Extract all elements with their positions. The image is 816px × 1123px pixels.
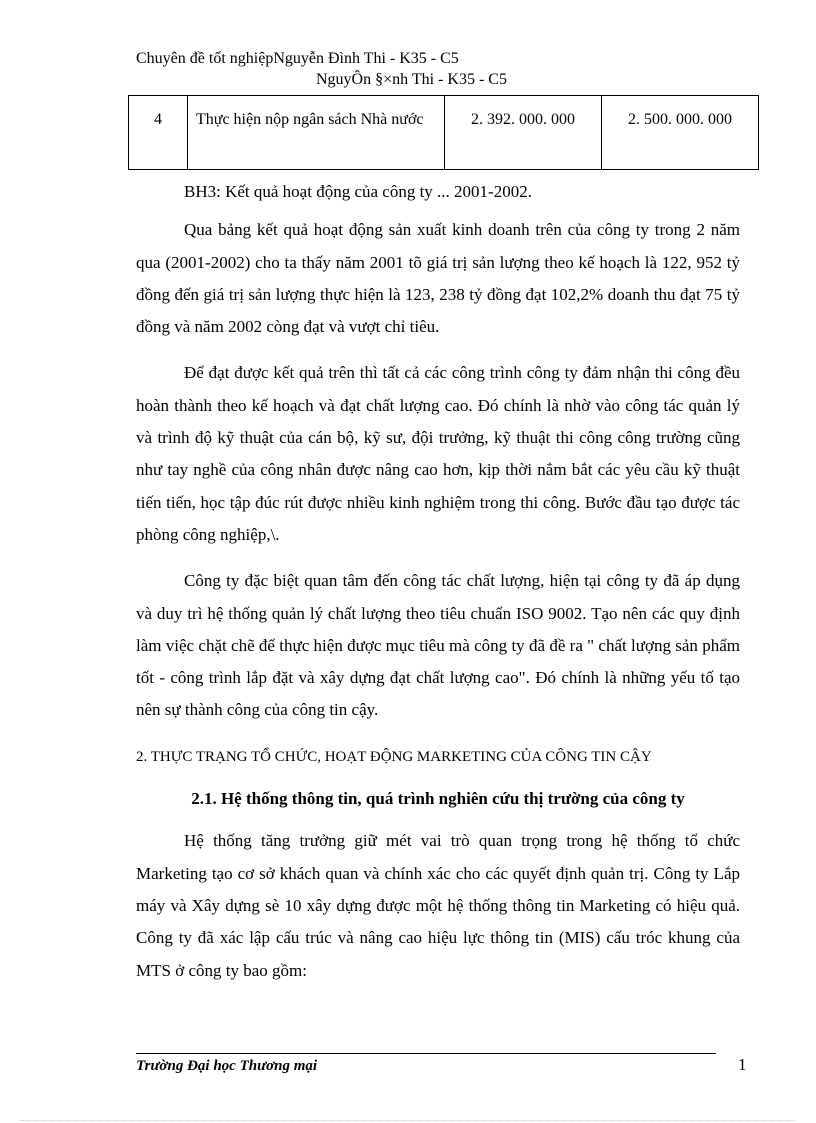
page-number: 1 [738,1055,747,1074]
row-number-cell: 4 [129,96,188,170]
paragraph-1: Qua bảng kết quả hoạt động sản xuất kinh doanh trên của công ty trong 2 năm qua (2001-2002) cho ta thấy năm 2001 tõ giá trị sản lượng theo kế hoạch là 122, 952 tỷ đồng đến giá trị sản lượng thực hiện là 123, 238 tỷ đồng đạt 102,2% doanh thu đạt 75 tỷ đồng và năm 2002 còng đạt và vượt chỉ tiêu. [136,220,740,337]
row-item-cell: Thực hiện nộp ngân sách Nhà nước [188,96,445,170]
document-body [136,176,740,1001]
results-table [128,95,759,170]
header-line-2: NguyÔn §×nh Thi - K35 - C5 [316,71,507,88]
footer-school: Trường Đại học Thương mại [136,1058,318,1074]
header-line-1: Chuyên đề tốt nghiệpNguyễn Đình Thi - K35 - C5 [136,50,459,67]
paragraph-4: Hệ thống tăng trưởng giữ mét vai trò quan trọng trong hệ thống tổ chức Marketing tạo cơ sở khách quan và chính xác cho các quyết định quản trị. Công ty Lắp máy và Xây dựng sè 10 xây dựng được một hệ thống thông tin Marketing có hiệu quả. Công ty đã xác lập cấu trúc và nâng cao hiệu lực thông tin (MIS) cấu tróc khung của MTS ở công ty bao gồm: [136,831,740,980]
row-actual-cell: 2. 500. 000. 000 [602,96,759,170]
footer-divider [136,1053,716,1054]
row-plan-cell: 2. 392. 000. 000 [445,96,602,170]
subsection-title: 2.1. Hệ thống thông tin, quá trình nghiên cứu thị trường của công ty [191,789,685,809]
table-caption: BH3: Kết quả hoạt động của công ty ... 2001-2002. [184,182,532,201]
page-header [136,48,507,90]
section-title: 2. THỰC TRẠNG TỔ CHỨC, HOẠT ĐỘNG MARKETING CỦA CÔNG TIN CẬY [136,748,652,765]
paragraph-2: Để đạt được kết quả trên thì tất cả các công trình công ty đảm nhận thi công đều hoàn thành theo kế hoạch và đạt chất lượng cao. Đó chính là nhờ vào công tác quản lý và trình độ kỹ thuật của cán bộ, kỹ sư, đội trưởng, kỹ thuật thi công công trường cũng như tay nghề của công nhân được nâng cao hơn, kịp thời nắm bắt các yêu cầu kỹ thuật tiến tiến, học tập đúc rút được nhiều kinh nghiệm trong thi công. Bước đầu tạo được tác phòng công nghiệp,\. [136,363,740,544]
paragraph-3: Công ty đặc biệt quan tâm đến công tác chất lượng, hiện tại công ty đã áp dụng và duy trì hệ thống quản lý chất lượng theo tiêu chuẩn ISO 9002. Tạo nên các quy định làm việc chặt chẽ để thực hiện được mục tiêu mà công ty đã đề ra " chất lượng sản phẩm tốt - công trình lắp đặt và xây dựng đạt chất lượng cao". Đó chính là những yếu tố tạo nên sự thành công của công tin cậy. [136,571,740,720]
page-bottom-divider [20,1120,796,1121]
table-row [129,96,759,170]
